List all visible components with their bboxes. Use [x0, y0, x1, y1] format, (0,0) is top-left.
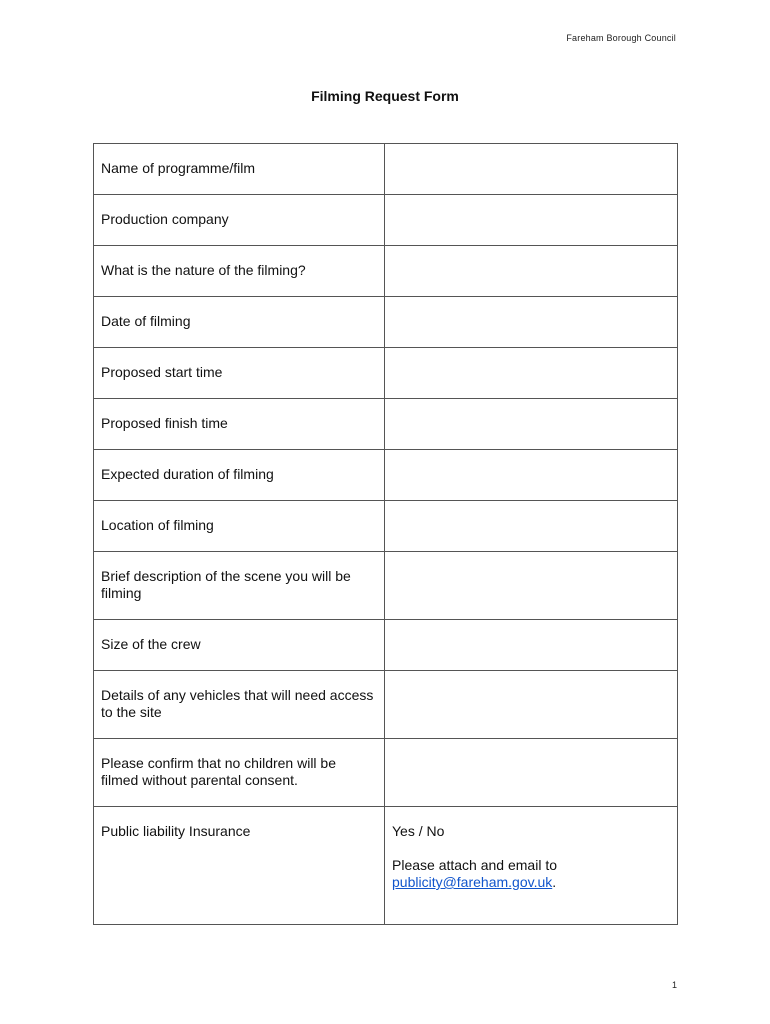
form-title: Filming Request Form: [311, 88, 459, 104]
table-row: [94, 246, 678, 297]
table-row: [94, 195, 678, 246]
table-row: [94, 297, 678, 348]
field-label-programme: Name of programme/film: [94, 144, 385, 195]
field-value-nature-of-filming[interactable]: [385, 246, 678, 297]
field-value-vehicles[interactable]: [385, 671, 678, 739]
table-row: [94, 144, 678, 195]
field-value-scene-description[interactable]: [385, 552, 678, 620]
table-row: [94, 450, 678, 501]
field-value-children-consent[interactable]: [385, 739, 678, 807]
field-value-insurance: [385, 807, 678, 925]
table-row: [94, 501, 678, 552]
filming-request-table: [93, 143, 678, 925]
publicity-email-link[interactable]: publicity@fareham.gov.uk: [392, 874, 553, 890]
field-value-programme[interactable]: [385, 144, 678, 195]
insurance-note-text: Please attach and email to: [392, 857, 557, 873]
field-value-date[interactable]: [385, 297, 678, 348]
field-label-nature-of-filming: What is the nature of the filming?: [94, 246, 385, 297]
field-label-children-consent: Please confirm that no children will be filmed without parental consent.: [94, 739, 385, 807]
field-label-start-time: Proposed start time: [94, 348, 385, 399]
field-value-crew-size[interactable]: [385, 620, 678, 671]
insurance-note-end: .: [552, 874, 557, 890]
table-row: [94, 671, 678, 739]
field-label-production-company: Production company: [94, 195, 385, 246]
field-value-start-time[interactable]: [385, 348, 678, 399]
field-label-insurance: Public liability Insurance: [94, 807, 385, 925]
field-value-finish-time[interactable]: [385, 399, 678, 450]
field-value-location[interactable]: [385, 501, 678, 552]
table-row: [94, 739, 678, 807]
field-label-location: Location of filming: [94, 501, 385, 552]
field-label-date: Date of filming: [94, 297, 385, 348]
table-row: [94, 552, 678, 620]
table-row: [94, 348, 678, 399]
field-label-crew-size: Size of the crew: [94, 620, 385, 671]
table-row: [94, 399, 678, 450]
field-value-production-company[interactable]: [385, 195, 678, 246]
field-value-duration[interactable]: [385, 450, 678, 501]
field-label-vehicles: Details of any vehicles that will need access to the site: [94, 671, 385, 739]
organisation-header: Fareham Borough Council: [566, 33, 676, 43]
field-label-scene-description: Brief description of the scene you will be filming: [94, 552, 385, 620]
insurance-instruction: [392, 857, 670, 891]
table-row: [94, 620, 678, 671]
field-label-duration: Expected duration of filming: [94, 450, 385, 501]
page-number: 1: [671, 980, 677, 990]
table-row: [94, 807, 678, 925]
field-label-finish-time: Proposed finish time: [94, 399, 385, 450]
insurance-yes-no[interactable]: Yes / No: [392, 823, 445, 839]
